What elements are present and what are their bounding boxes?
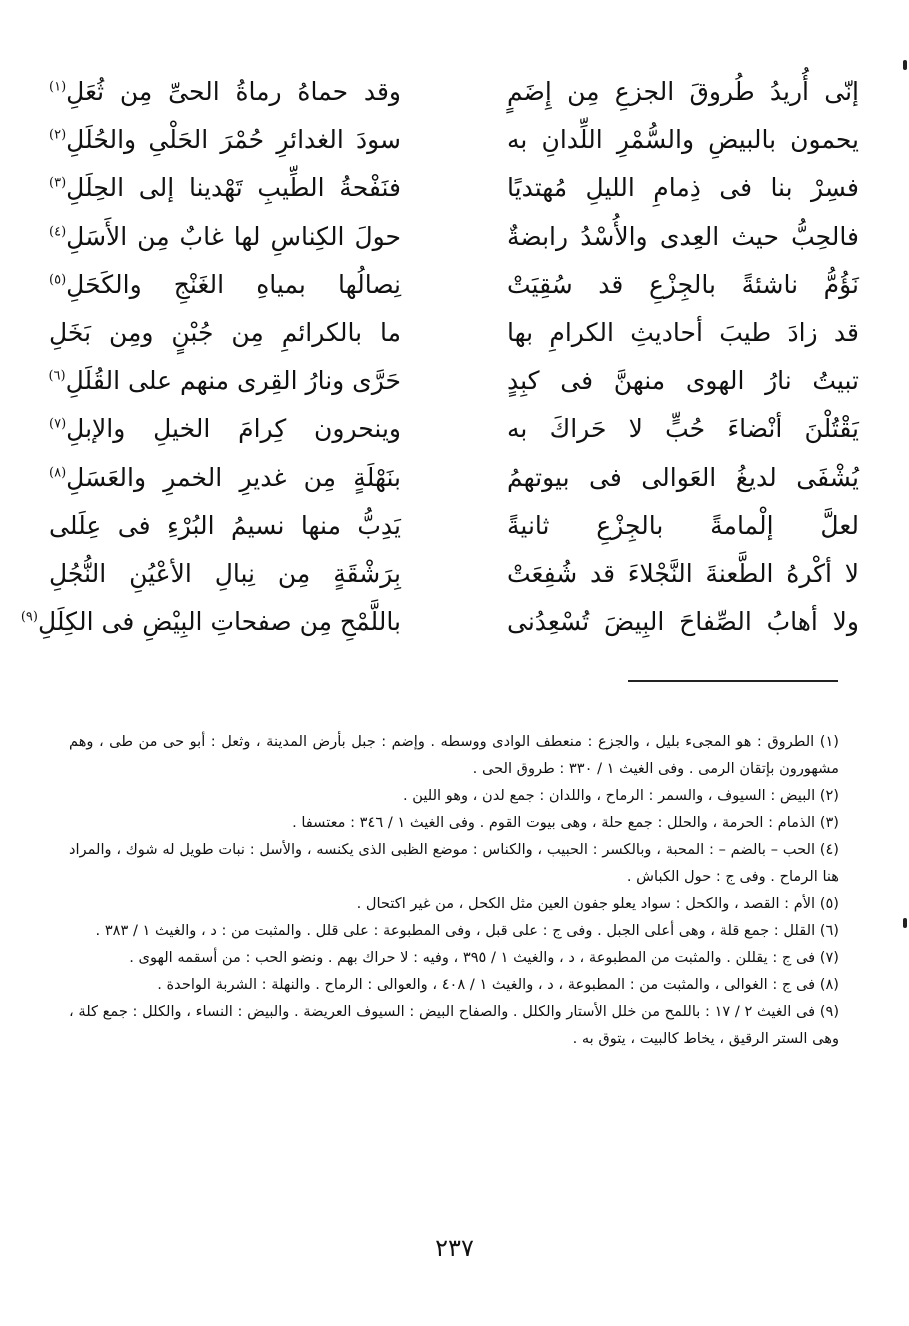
verse-first-hemistich: يَقْتُلْنَ أنْضاءَ حُبٍّ لا حَراكَ به: [507, 414, 859, 444]
footnote-marker: (٣): [49, 176, 67, 192]
verse-second-hemistich: [49, 213, 401, 261]
verse-text: ما بالكرائمِ مِن جُبْنٍ ومِن بَخَلِ: [49, 318, 401, 348]
verse-first-hemistich: فسِرْ بنا فى ذِمامِ الليلِ مُهتديًا: [507, 173, 859, 203]
verse-text: يَدِبُّ منها نسيمُ البُرْءِ فى عِلَلى: [49, 510, 401, 540]
verse-first-hemistich: إنّى أُريدُ طُروقَ الجزعِ مِن إِضَمٍ: [507, 77, 859, 107]
verse-second-hemistich: [49, 357, 401, 405]
verse-text: نِصالُها بمياهِ الغَنْجِ والكَحَلِ: [66, 269, 401, 299]
footnote: (٧) فى ج : يقللن . والمثبت من المطبوعة ، د ، والغيث ١ / ٣٩٥ ، وفيه : لا حراك بهم . ونضو الحب : من أسقمه الهوى .: [129, 949, 839, 966]
verse-text: بِرَشْقَةٍ مِن نِبالِ الأعْيُنِ النُّجُلِ: [49, 558, 401, 588]
poem: [20, 68, 859, 646]
verse-first-hemistich: فالحِبُّ حيث العِدى والأُسْدُ رابضةٌ: [507, 221, 859, 251]
footnote-separator: [628, 680, 838, 682]
page-number: ٢٣٧: [435, 1234, 474, 1262]
verse-first-hemistich: لا أكْرهُ الطَّعنةَ النَّجْلاءَ قد شُفِعَتْ: [507, 558, 859, 588]
verse: [49, 116, 859, 164]
verse: [49, 405, 859, 453]
verse-second-hemistich: [49, 454, 401, 502]
verse-text: حولَ الكِناسِ لها غابٌ مِن الأَسَلِ: [66, 221, 401, 251]
verse-second-hemistich: [49, 68, 401, 116]
footnote-marker: (٨): [49, 465, 67, 481]
footnote: (٨) فى ج : الغوالى ، والمثبت من : المطبوعة ، د ، والغيث ١ / ٤٠٨ ، والعوالى : الرماح . والنهلة : الشربة الواحدة .: [157, 976, 839, 993]
verse-text: سودَ الغدائرِ حُمْرَ الحَلْىِ والحُلَلِ: [66, 125, 401, 155]
footnote-marker: (٧): [49, 417, 67, 433]
footnote-marker: (٢): [49, 127, 67, 143]
verse: [20, 598, 859, 646]
footnote: (٩) فى الغيث ٢ / ١٧ : باللمح من خلل الأستار والكلل . والصفاح البيض : السيوف العريضة . والبيض : النساء ، والكلل : جمع كلة ، وهى الستر الرقيق ، يخاط كالبيت ، يتوق به .: [69, 1003, 840, 1047]
verse-first-hemistich: لعلَّ إلْمامةً بالجِزْعِ ثانيةً: [507, 510, 859, 540]
footnotes: [69, 728, 839, 1052]
verse: [49, 68, 859, 116]
footnote: (٢) البيض : السيوف ، والسمر : الرماح ، واللدان : جمع لدن ، وهو اللين .: [402, 787, 839, 804]
verse-text: وينحرون كِرامَ الخيلِ والإبلِ: [66, 414, 401, 444]
footnote-marker: (١): [49, 79, 67, 95]
verse: [49, 213, 859, 261]
verse-text: فنَفْحةُ الطِّيبِ تَهْدينا إلى الحِلَلِ: [66, 173, 401, 203]
verse: [49, 357, 859, 405]
verse-second-hemistich: [49, 261, 401, 309]
footnote-marker: (٤): [49, 224, 67, 240]
verse-text: وقد حماهُ رماةُ الحىِّ مِن ثُعَلِ: [66, 77, 401, 107]
verse-first-hemistich: نَؤُمُّ ناشئةً بالجِزْعِ قد سُقِيَتْ: [507, 269, 859, 299]
verse: [49, 550, 859, 598]
verse-second-hemistich: [49, 164, 401, 212]
footnote-marker: (٥): [49, 272, 67, 288]
edge-mark: [903, 60, 907, 70]
verse-first-hemistich: يحمون بالبيضِ والسُّمْرِ اللِّدانِ به: [507, 125, 859, 155]
footnote-marker: (٦): [48, 368, 66, 384]
verse: [49, 502, 859, 550]
verse-text: حَرَّى ونارُ القِرى منهم على القُلَلِ: [65, 366, 401, 396]
verse-second-hemistich: [49, 116, 401, 164]
footnote: (١) الطروق : هو المجىء بليل ، والجزع : منعطف الوادى ووسطه . وإضم : جبل بأرض المدينة ، وثعل : أبو حى من طى ، وهم مشهورون بإتقان الرمى . وفى الغيث ١ / ٣٣٠ : طروق الحى .: [69, 733, 839, 777]
verse-second-hemistich: [49, 502, 401, 550]
verse-first-hemistich: قد زادَ طيبَ أحاديثِ الكرامِ بها: [507, 318, 859, 348]
verse-second-hemistich: [49, 550, 401, 598]
edge-mark: [903, 918, 907, 928]
verse-second-hemistich: [49, 309, 401, 357]
verse: [49, 261, 859, 309]
verse: [49, 164, 859, 212]
footnote: (٣) الذمام : الحرمة ، والحلل : جمع حلة ، وهى بيوت القوم . وفى الغيث ١ / ٣٤٦ : معتسفا .: [292, 814, 839, 831]
verse: [49, 454, 859, 502]
verse: [49, 309, 859, 357]
footnote: (٤) الحب – بالضم – : المحبة ، وبالكسر : الحبيب ، والكناس : موضع الظبى الذى يكنسه ، والأسل : نبات طويل له شوك ، والمراد هنا الرماح . وفى ج : حول الكباش .: [69, 841, 839, 885]
footnote: (٦) القلل : جمع قلة ، وهى أعلى الجبل . وفى ج : على قبل ، وفى المطبوعة : على قلل . والمثبت من : د ، والغيث ١ / ٣٨٣ .: [95, 922, 839, 939]
verse-first-hemistich: يُشْفَى لديغُ العَوالى فى بيوتهمُ: [507, 462, 859, 492]
verse-text: باللَّمْحِ مِن صفحاتِ البِيْضِ فى الكِلَلِ: [37, 607, 401, 637]
footnote: (٥) الأم : القصد ، والكحل : سواد يعلو جفون العين مثل الكحل ، من غير اكتحال .: [356, 895, 839, 912]
verse-second-hemistich: [49, 405, 401, 453]
footnote-marker: (٩): [20, 609, 38, 625]
verse-second-hemistich: [20, 598, 401, 646]
verse-text: بنَهْلَةٍ مِن غديرِ الخمرِ والعَسَلِ: [66, 462, 401, 492]
verse-first-hemistich: تبيتُ نارُ الهوى منهنَّ فى كبِدٍ: [507, 366, 859, 396]
verse-first-hemistich: ولا أهابُ الصِّفاحَ البِيضَ تُسْعِدُنى: [507, 607, 859, 637]
